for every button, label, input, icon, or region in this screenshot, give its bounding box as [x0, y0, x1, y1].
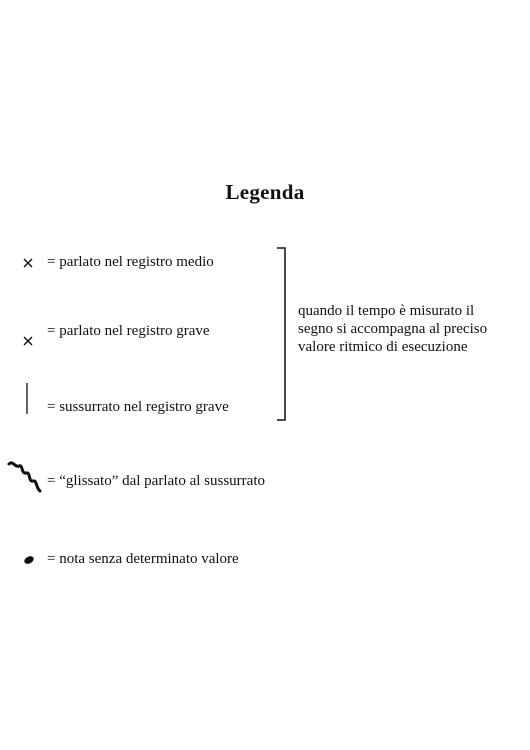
legend-title: Legenda [225, 180, 305, 204]
bracket-note-line-1: quando il tempo è misurato il [298, 303, 475, 319]
vertical-line-icon [14, 381, 42, 421]
bracket-note-line-2: segno si accompagna al preciso [298, 321, 488, 337]
entry-label-parlato-medio: = parlato nel registro medio [47, 254, 214, 270]
cross-mid-icon [14, 252, 42, 292]
bracket-note [298, 302, 530, 356]
bracket-note-line-3: valore ritmico di esecuzione [298, 339, 468, 355]
cross-low-icon [14, 330, 42, 370]
entry-label-glissato: = “glissato” dal parlato al sussurrato [47, 473, 265, 489]
entry-label-parlato-grave: = parlato nel registro grave [47, 323, 210, 339]
right-bracket [275, 246, 289, 422]
glissando-wavy-icon [6, 458, 46, 502]
filled-notehead-icon [14, 548, 42, 572]
entry-label-nota-senza-valore: = nota senza determinato valore [47, 551, 239, 567]
entry-label-sussurrato-grave: = sussurrato nel registro grave [47, 399, 229, 415]
